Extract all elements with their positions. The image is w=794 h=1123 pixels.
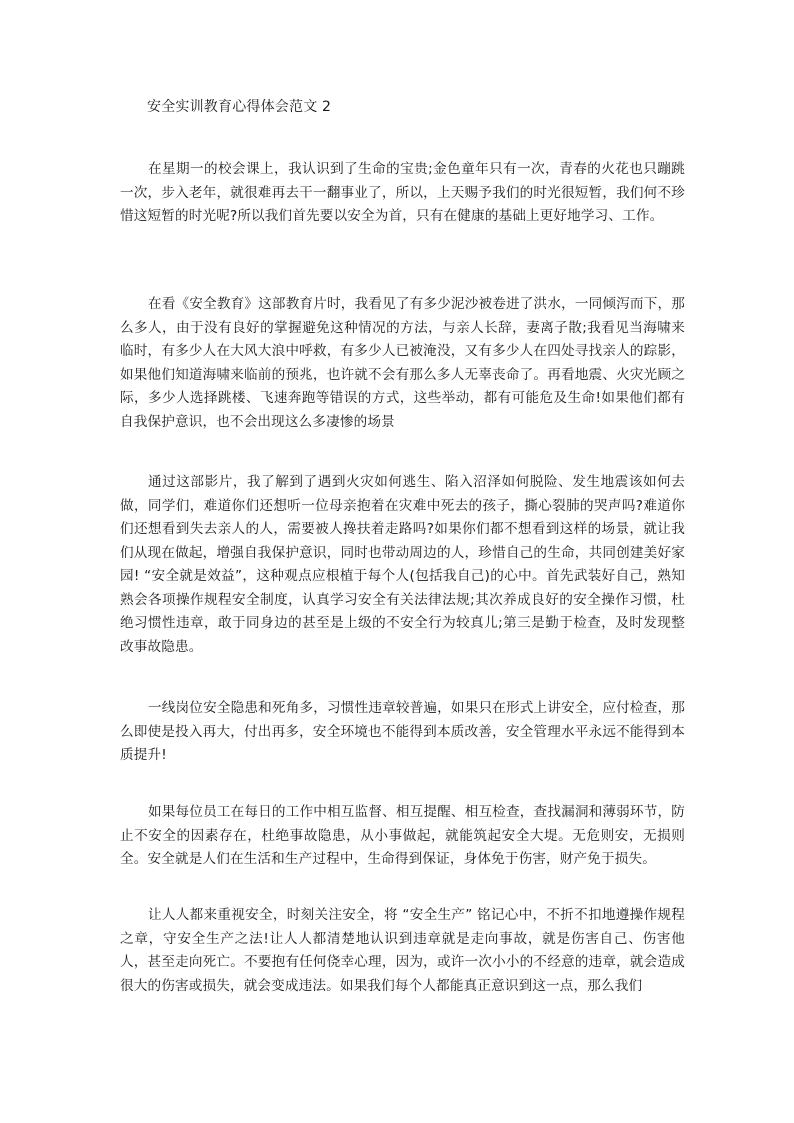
paragraph: 一线岗位安全隐患和死角多，习惯性违章较普遍，如果只在形式上讲安全，应付检查，那么即使是投入再大，付出再多，安全环境也不能得到本质改善，安全管理水平永远不能得到本质提升! — [120, 700, 685, 763]
paragraph: 让人人都来重视安全，时刻关注安全，将 “安全生产” 铭记心中，不折不扣地遵操作规程之章，守安全生产之法!让人人都清楚地认识到违章就是走向事故，就是伤害自己、伤害他人，甚至走向死亡。不要抱有任何侥幸心理，因为，或许一次小小的不经意的违章，就会造成很大的伤害或损失，就会变成违法。如果我们每个人都能真正意识到这一点，那么我们 — [120, 907, 685, 994]
paragraph: 在星期一的校会课上，我认识到了生命的宝贵;金色童年只有一次，青春的火花也只蹦跳一次，步入老年，就很难再去干一翻事业了，所以，上天赐予我们的时光很短暂，我们何不珍惜这短暂的时光呢?所以我们首先要以安全为首，只有在健康的基础上更好地学习、工作。 — [120, 161, 685, 224]
paragraph: 如果每位员工在每日的工作中相互监督、相互提醒、相互检查，查找漏洞和薄弱环节，防止不安全的因素存在，杜绝事故隐患，从小事做起，就能筑起安全大堤。无危则安，无损则全。安全就是人们在生活和生产过程中，生命得到保证，身体免于伤害，财产免于损失。 — [120, 804, 685, 867]
document-title: 安全实训教育心得体会范文 2 — [147, 99, 332, 115]
paragraph: 通过这部影片，我了解到了遇到火灾如何逃生、陷入沼泽如何脱险、发生地震该如何去做，同学们，难道你们还想听一位母亲抱着在灾难中死去的孩子，撕心裂肺的哭声吗?难道你们还想看到失去亲人的人，需要被人搀扶着走路吗?如果你们都不想看到这样的场景，就让我们从现在做起，增强自我保护意识，同时也带动周边的人，珍惜自己的生命，共同创建美好家园! “安全就是效益”，这种观点应根植于每个人(包括我自己)的心中。首先武装好自己，熟知熟会各项操作规程安全制度，认真学习安全有关法律法规;其次养成良好的安全操作习惯，杜绝习惯性违章，敢于同身边的甚至是上级的不安全行为较真儿;第三是勤于检查，及时发现整改事故隐患。 — [120, 474, 685, 655]
paragraph: 在看《安全教育》这部教育片时，我看见了有多少泥沙被卷进了洪水，一同倾泻而下，那么多人，由于没有良好的掌握避免这种情况的方法，与亲人长辞，妻离子散;我看见当海啸来临时，有多少人在大风大浪中呼救，有多少人已被淹没，又有多少人在四处寻找亲人的踪影，如果他们知道海啸来临前的预兆，也许就不会有那么多人无辜丧命了。再看地震、火灾光顾之际，多少人选择跳楼、飞速奔跑等错误的方式，这些举动，都有可能危及生命!如果他们都有自我保护意识，也不会出现这么多凄惨的场景 — [120, 296, 685, 430]
